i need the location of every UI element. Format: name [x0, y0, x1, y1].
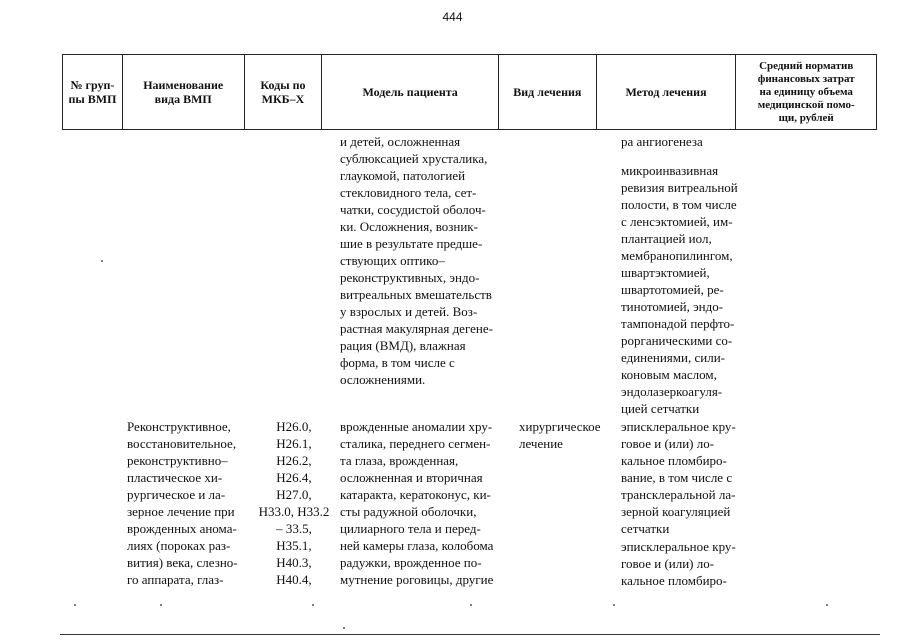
scan-speck — [101, 260, 103, 262]
header-icd-codes: Коды по МКБ–Х — [245, 55, 323, 129]
row-icd-codes: H26.0, H26.1, H26.2, H26.4, H27.0, H33.0, H33.2 – 33.5, H35.1, H40.3, H40.4, — [258, 419, 330, 587]
page-number: 444 — [442, 10, 463, 24]
row-method-1: эписклеральное кру- говое и (или) ло- кальное пломбиро- вание, в том числе с трансклеральной ла- зерной коагуляцией сетчатки — [621, 419, 736, 536]
row-patient-model: врожденные аномалии хру- сталика, переднего сегмен- та глаза, врожденная, осложненная и вторичная катаракта, кератоконус, ки- сты радужной оболочки, цилиарного тела и перед- ней камеры глаза, колобома радужки, врожденное по- мутнение роговицы, другие — [340, 419, 494, 587]
scan-speck — [343, 627, 345, 629]
row-treatment-type: хирургическое лечение — [519, 419, 601, 451]
header-group-number: № груп- пы ВМП — [63, 55, 123, 129]
table-header — [62, 54, 877, 130]
header-treatment-type: Вид лечения — [499, 55, 597, 129]
header-treatment-method: Метод лечения — [597, 55, 737, 129]
scan-speck — [160, 604, 162, 606]
scan-speck — [613, 604, 615, 606]
header-patient-model: Модель пациента — [322, 55, 499, 129]
scan-speck — [470, 604, 472, 606]
continued-method-1: ра ангиогенеза — [621, 134, 703, 149]
row-vmp-name: Реконструктивное, восстановительное, реконструктивно– пластическое хи- рургическое и ла- зерное лечение при врожденных анома- лиях (пороках раз- вития) века, слезно- го аппарата, глаз- — [127, 419, 238, 587]
scan-speck — [74, 604, 76, 606]
row-method-2: эписклеральное кру- говое и (или) ло- кальное пломбиро- — [621, 539, 736, 588]
continued-method-2: микроинвазивная ревизия витреальной полости, в том числе с ленсэктомией, им- плантацией иол, мембранопилингом, швартэктомией, швартотомией, ре- тинотомией, эндо- тампонадой перфто- рорганическими со- единениями, сили- коновым маслом, эндолазеркоагуля- цией сетчатки — [621, 163, 738, 416]
scan-speck — [312, 604, 314, 606]
continued-patient-model: и детей, осложненная сублюксацией хрусталика, глаукомой, патологией стекловидного тела, сет- чатки, сосудистой оболоч- ки. Осложнения, возник- шие в результате предше- ствующих оптико– реконструктивных, эндо- витреальных вмешательств у взрослых и детей. Воз- растная макулярная дегене- рация (ВМД), влажная форма, в том числе с осложнениями. — [340, 134, 493, 387]
bottom-rule — [60, 634, 880, 635]
header-cost-standard: Средний норматив финансовых затрат на единицу объема медицинской помо- щи, рублей — [757, 59, 855, 124]
header-vmp-name: Наименование вида ВМП — [123, 55, 245, 129]
scan-speck — [826, 604, 828, 606]
